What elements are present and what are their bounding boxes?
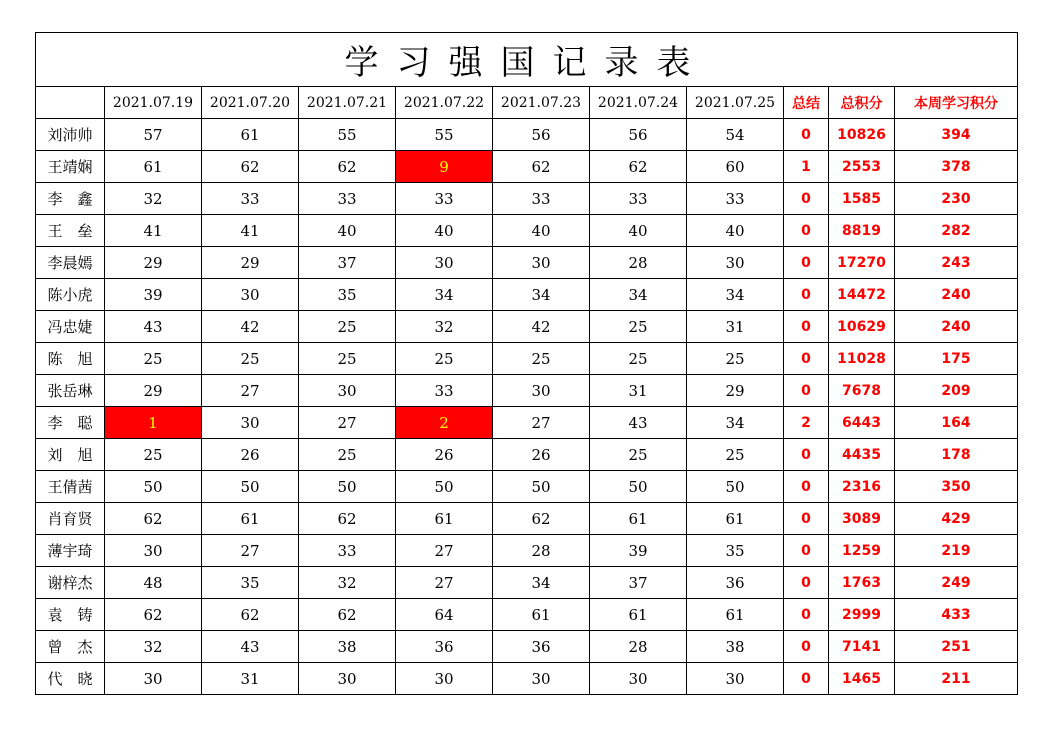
daily-score-cell: 25 <box>590 311 687 343</box>
summary-cell: 0 <box>784 247 829 279</box>
daily-score-cell: 41 <box>202 215 299 247</box>
table-row <box>36 247 1018 279</box>
daily-score-cell: 25 <box>590 439 687 471</box>
header-date-1: 2021.07.19 <box>105 87 202 119</box>
student-name-cell: 薄宇琦 <box>36 535 105 567</box>
daily-score-cell: 35 <box>299 279 396 311</box>
daily-score-cell: 61 <box>396 503 493 535</box>
table-row <box>36 631 1018 663</box>
weekly-points-cell: 251 <box>895 631 1018 663</box>
table-row <box>36 503 1018 535</box>
header-date-2: 2021.07.20 <box>202 87 299 119</box>
daily-score-cell: 36 <box>687 567 784 599</box>
total-points-cell: 17270 <box>829 247 895 279</box>
total-points-cell: 2316 <box>829 471 895 503</box>
summary-cell: 1 <box>784 151 829 183</box>
total-points-cell: 1763 <box>829 567 895 599</box>
summary-cell: 0 <box>784 439 829 471</box>
daily-score-cell: 40 <box>396 215 493 247</box>
student-name-cell: 王倩茜 <box>36 471 105 503</box>
summary-cell: 0 <box>784 215 829 247</box>
daily-score-cell: 62 <box>493 151 590 183</box>
student-name-cell: 陈小虎 <box>36 279 105 311</box>
daily-score-cell: 35 <box>202 567 299 599</box>
daily-score-cell: 62 <box>299 599 396 631</box>
daily-score-cell: 25 <box>687 343 784 375</box>
daily-score-cell: 55 <box>396 119 493 151</box>
daily-score-cell: 62 <box>105 599 202 631</box>
table-row <box>36 279 1018 311</box>
weekly-points-cell: 394 <box>895 119 1018 151</box>
daily-score-cell: 40 <box>590 215 687 247</box>
daily-score-cell: 41 <box>105 215 202 247</box>
student-name-cell: 冯忠婕 <box>36 311 105 343</box>
daily-score-cell: 29 <box>105 247 202 279</box>
weekly-points-cell: 249 <box>895 567 1018 599</box>
daily-score-cell: 27 <box>299 407 396 439</box>
summary-cell: 0 <box>784 119 829 151</box>
table-row <box>36 183 1018 215</box>
daily-score-cell: 64 <box>396 599 493 631</box>
daily-score-cell: 50 <box>687 471 784 503</box>
daily-score-cell: 50 <box>105 471 202 503</box>
daily-score-cell: 62 <box>299 151 396 183</box>
total-points-cell: 10629 <box>829 311 895 343</box>
weekly-points-cell: 175 <box>895 343 1018 375</box>
daily-score-cell: 60 <box>687 151 784 183</box>
daily-score-cell: 25 <box>105 343 202 375</box>
daily-score-cell: 42 <box>493 311 590 343</box>
daily-score-cell: 33 <box>299 535 396 567</box>
weekly-points-cell: 429 <box>895 503 1018 535</box>
total-points-cell: 7678 <box>829 375 895 407</box>
daily-score-cell: 43 <box>202 631 299 663</box>
daily-score-cell: 40 <box>299 215 396 247</box>
daily-score-cell: 56 <box>590 119 687 151</box>
daily-score-cell: 32 <box>396 311 493 343</box>
daily-score-cell: 30 <box>493 375 590 407</box>
header-date-4: 2021.07.22 <box>396 87 493 119</box>
daily-score-cell: 38 <box>687 631 784 663</box>
student-name-cell: 王 垒 <box>36 215 105 247</box>
summary-cell: 0 <box>784 343 829 375</box>
daily-score-cell: 27 <box>396 535 493 567</box>
daily-score-cell: 34 <box>590 279 687 311</box>
daily-score-cell: 34 <box>493 279 590 311</box>
daily-score-cell: 34 <box>687 279 784 311</box>
daily-score-cell: 30 <box>396 247 493 279</box>
daily-score-cell: 50 <box>396 471 493 503</box>
daily-score-cell: 25 <box>396 343 493 375</box>
student-name-cell: 李 聪 <box>36 407 105 439</box>
total-points-cell: 11028 <box>829 343 895 375</box>
daily-score-cell: 34 <box>493 567 590 599</box>
daily-score-cell: 29 <box>202 247 299 279</box>
daily-score-cell: 33 <box>687 183 784 215</box>
total-points-cell: 10826 <box>829 119 895 151</box>
daily-score-cell: 61 <box>687 599 784 631</box>
daily-score-cell: 30 <box>299 375 396 407</box>
summary-cell: 0 <box>784 631 829 663</box>
daily-score-cell: 35 <box>687 535 784 567</box>
daily-score-cell: 33 <box>493 183 590 215</box>
summary-cell: 0 <box>784 471 829 503</box>
daily-score-cell: 39 <box>590 535 687 567</box>
flagged-score-cell: 1 <box>105 407 202 439</box>
daily-score-cell: 48 <box>105 567 202 599</box>
total-points-cell: 1259 <box>829 535 895 567</box>
daily-score-cell: 25 <box>299 343 396 375</box>
daily-score-cell: 31 <box>202 663 299 695</box>
summary-cell: 0 <box>784 311 829 343</box>
table-row <box>36 407 1018 439</box>
daily-score-cell: 28 <box>590 247 687 279</box>
daily-score-cell: 30 <box>202 279 299 311</box>
header-summary: 总结 <box>784 87 829 119</box>
table-row <box>36 599 1018 631</box>
daily-score-cell: 61 <box>687 503 784 535</box>
daily-score-cell: 61 <box>105 151 202 183</box>
daily-score-cell: 25 <box>299 311 396 343</box>
daily-score-cell: 30 <box>105 535 202 567</box>
student-name-cell: 陈 旭 <box>36 343 105 375</box>
daily-score-cell: 62 <box>105 503 202 535</box>
daily-score-cell: 30 <box>105 663 202 695</box>
weekly-points-cell: 219 <box>895 535 1018 567</box>
daily-score-cell: 32 <box>105 631 202 663</box>
summary-cell: 0 <box>784 183 829 215</box>
weekly-points-cell: 211 <box>895 663 1018 695</box>
daily-score-cell: 50 <box>590 471 687 503</box>
student-name-cell: 谢梓杰 <box>36 567 105 599</box>
weekly-points-cell: 209 <box>895 375 1018 407</box>
header-blank-cell <box>36 87 105 119</box>
daily-score-cell: 30 <box>687 247 784 279</box>
header-date-6: 2021.07.24 <box>590 87 687 119</box>
weekly-points-cell: 282 <box>895 215 1018 247</box>
daily-score-cell: 32 <box>299 567 396 599</box>
daily-score-cell: 62 <box>590 151 687 183</box>
daily-score-cell: 37 <box>590 567 687 599</box>
weekly-points-cell: 230 <box>895 183 1018 215</box>
daily-score-cell: 39 <box>105 279 202 311</box>
daily-score-cell: 30 <box>590 663 687 695</box>
daily-score-cell: 40 <box>687 215 784 247</box>
weekly-points-cell: 240 <box>895 279 1018 311</box>
daily-score-cell: 30 <box>493 663 590 695</box>
daily-score-cell: 33 <box>396 183 493 215</box>
daily-score-cell: 56 <box>493 119 590 151</box>
daily-score-cell: 40 <box>493 215 590 247</box>
student-name-cell: 刘 旭 <box>36 439 105 471</box>
weekly-points-cell: 350 <box>895 471 1018 503</box>
daily-score-cell: 26 <box>493 439 590 471</box>
weekly-points-cell: 240 <box>895 311 1018 343</box>
daily-score-cell: 43 <box>105 311 202 343</box>
summary-cell: 0 <box>784 535 829 567</box>
daily-score-cell: 30 <box>299 663 396 695</box>
summary-cell: 0 <box>784 599 829 631</box>
daily-score-cell: 62 <box>299 503 396 535</box>
table-row <box>36 151 1018 183</box>
daily-score-cell: 32 <box>105 183 202 215</box>
summary-cell: 0 <box>784 567 829 599</box>
daily-score-cell: 30 <box>202 407 299 439</box>
flagged-score-cell: 2 <box>396 407 493 439</box>
total-points-cell: 14472 <box>829 279 895 311</box>
daily-score-cell: 37 <box>299 247 396 279</box>
daily-score-cell: 27 <box>202 375 299 407</box>
daily-score-cell: 31 <box>687 311 784 343</box>
daily-score-cell: 30 <box>493 247 590 279</box>
daily-score-cell: 25 <box>299 439 396 471</box>
study-record-table <box>35 32 1018 695</box>
daily-score-cell: 34 <box>687 407 784 439</box>
summary-cell: 0 <box>784 663 829 695</box>
total-points-cell: 4435 <box>829 439 895 471</box>
daily-score-cell: 42 <box>202 311 299 343</box>
daily-score-cell: 28 <box>493 535 590 567</box>
daily-score-cell: 27 <box>202 535 299 567</box>
daily-score-cell: 36 <box>396 631 493 663</box>
total-points-cell: 1585 <box>829 183 895 215</box>
daily-score-cell: 29 <box>687 375 784 407</box>
weekly-points-cell: 378 <box>895 151 1018 183</box>
table-row <box>36 343 1018 375</box>
daily-score-cell: 25 <box>687 439 784 471</box>
summary-cell: 0 <box>784 279 829 311</box>
daily-score-cell: 27 <box>396 567 493 599</box>
header-total-points: 总积分 <box>829 87 895 119</box>
daily-score-cell: 33 <box>590 183 687 215</box>
table-row <box>36 663 1018 695</box>
student-name-cell: 王靖娴 <box>36 151 105 183</box>
table-row <box>36 215 1018 247</box>
daily-score-cell: 25 <box>590 343 687 375</box>
summary-cell: 2 <box>784 407 829 439</box>
daily-score-cell: 25 <box>493 343 590 375</box>
student-name-cell: 代 晓 <box>36 663 105 695</box>
summary-cell: 0 <box>784 503 829 535</box>
daily-score-cell: 25 <box>202 343 299 375</box>
student-name-cell: 曾 杰 <box>36 631 105 663</box>
daily-score-cell: 26 <box>396 439 493 471</box>
daily-score-cell: 30 <box>396 663 493 695</box>
daily-score-cell: 33 <box>396 375 493 407</box>
table-title: 学习强国记录表 <box>36 33 1018 87</box>
flagged-score-cell: 9 <box>396 151 493 183</box>
daily-score-cell: 50 <box>299 471 396 503</box>
table-row <box>36 311 1018 343</box>
student-name-cell: 袁 铸 <box>36 599 105 631</box>
total-points-cell: 3089 <box>829 503 895 535</box>
header-row <box>36 87 1018 119</box>
daily-score-cell: 61 <box>493 599 590 631</box>
daily-score-cell: 57 <box>105 119 202 151</box>
table-row <box>36 439 1018 471</box>
daily-score-cell: 43 <box>590 407 687 439</box>
total-points-cell: 2999 <box>829 599 895 631</box>
header-date-3: 2021.07.21 <box>299 87 396 119</box>
daily-score-cell: 62 <box>202 151 299 183</box>
daily-score-cell: 29 <box>105 375 202 407</box>
weekly-points-cell: 178 <box>895 439 1018 471</box>
total-points-cell: 1465 <box>829 663 895 695</box>
header-date-7: 2021.07.25 <box>687 87 784 119</box>
daily-score-cell: 27 <box>493 407 590 439</box>
student-name-cell: 肖育贤 <box>36 503 105 535</box>
total-points-cell: 6443 <box>829 407 895 439</box>
daily-score-cell: 28 <box>590 631 687 663</box>
daily-score-cell: 25 <box>105 439 202 471</box>
total-points-cell: 2553 <box>829 151 895 183</box>
daily-score-cell: 61 <box>590 599 687 631</box>
daily-score-cell: 30 <box>687 663 784 695</box>
daily-score-cell: 38 <box>299 631 396 663</box>
daily-score-cell: 54 <box>687 119 784 151</box>
daily-score-cell: 33 <box>299 183 396 215</box>
header-date-5: 2021.07.23 <box>493 87 590 119</box>
daily-score-cell: 34 <box>396 279 493 311</box>
daily-score-cell: 50 <box>202 471 299 503</box>
student-name-cell: 张岳琳 <box>36 375 105 407</box>
daily-score-cell: 61 <box>202 503 299 535</box>
daily-score-cell: 33 <box>202 183 299 215</box>
weekly-points-cell: 433 <box>895 599 1018 631</box>
daily-score-cell: 61 <box>202 119 299 151</box>
table-row <box>36 375 1018 407</box>
daily-score-cell: 26 <box>202 439 299 471</box>
total-points-cell: 8819 <box>829 215 895 247</box>
weekly-points-cell: 243 <box>895 247 1018 279</box>
table-row <box>36 471 1018 503</box>
daily-score-cell: 62 <box>493 503 590 535</box>
table-row <box>36 567 1018 599</box>
student-name-cell: 刘沛帅 <box>36 119 105 151</box>
total-points-cell: 7141 <box>829 631 895 663</box>
daily-score-cell: 36 <box>493 631 590 663</box>
student-name-cell: 李 鑫 <box>36 183 105 215</box>
header-weekly-points: 本周学习积分 <box>895 87 1018 119</box>
weekly-points-cell: 164 <box>895 407 1018 439</box>
summary-cell: 0 <box>784 375 829 407</box>
student-name-cell: 李晨嫣 <box>36 247 105 279</box>
daily-score-cell: 55 <box>299 119 396 151</box>
daily-score-cell: 50 <box>493 471 590 503</box>
table-row <box>36 119 1018 151</box>
daily-score-cell: 61 <box>590 503 687 535</box>
table-row <box>36 535 1018 567</box>
daily-score-cell: 62 <box>202 599 299 631</box>
daily-score-cell: 31 <box>590 375 687 407</box>
